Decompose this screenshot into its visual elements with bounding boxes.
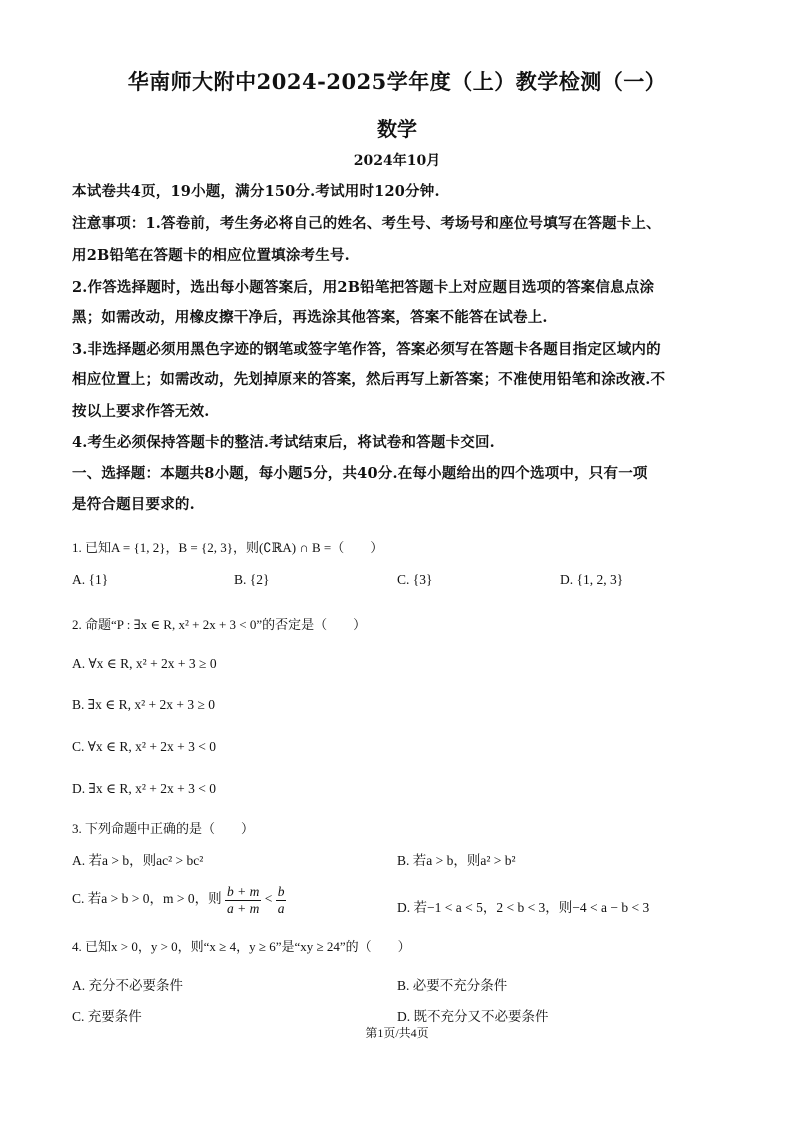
exam-date: 2024年10月 [353, 153, 441, 169]
q1-option-c: C. {3} [397, 572, 433, 587]
q4-option-c: C. 充要条件 [72, 1009, 142, 1024]
subject-heading: 数学 [377, 117, 417, 141]
q2-option-c: C. ∀x ∈ R, x² + 2x + 3 < 0 [72, 739, 217, 754]
note-line: 本试卷共4页，19小题，满分150分.考试用时120分钟. [72, 183, 440, 200]
page-footer: 第1页/共4页 [365, 1026, 429, 1040]
q4-option-a: A. 充分不必要条件 [72, 978, 183, 993]
section-heading: 一、选择题：本题共8小题，每小题5分，共40分.在每小题给出的四个选项中，只有一项 [72, 465, 648, 482]
q3-option-c-text: C. 若a > b > 0，m > 0，则 [72, 891, 222, 907]
exam-title: 华南师大附中2024-2025学年度（上）教学检测（一） [127, 69, 667, 94]
q3-option-b: B. 若a > b，则a² > b² [397, 853, 516, 868]
fraction-numerator: b [277, 884, 285, 899]
question-1-stem: 1. 已知A = {1, 2}，B = {2, 3}，则(∁ℝA) ∩ B =（ ） [72, 540, 384, 555]
q4-option-d: D. 既不充分又不必要条件 [397, 1009, 549, 1024]
section-heading: 是符合题目要求的. [72, 496, 195, 513]
q4-option-b: B. 必要不充分条件 [397, 978, 508, 993]
less-than-sign: < [264, 891, 273, 907]
q3-option-c [72, 884, 286, 916]
note-line: 黑；如需改动，用橡皮擦干净后，再选涂其他答案，答案不能答在试卷上. [72, 309, 548, 326]
q3-option-d: D. 若−1 < a < 5，2 < b < 3，则−4 < a − b < 3 [397, 900, 650, 915]
note-line: 2.作答选择题时，选出每小题答案后，用2B铅笔把答题卡上对应题目选项的答案信息点涂 [72, 279, 655, 296]
q2-option-d: D. ∃x ∈ R, x² + 2x + 3 < 0 [72, 781, 216, 796]
note-line: 注意事项：1.答卷前，考生务必将自己的姓名、考生号、考场号和座位号填写在答题卡上、 [72, 215, 661, 232]
q1-option-a: A. {1} [72, 572, 109, 587]
question-3-stem: 3. 下列命题中正确的是（ ） [72, 821, 255, 836]
question-4-stem: 4. 已知x > 0，y > 0，则“x ≥ 4，y ≥ 6”是“xy ≥ 24”的（ ） [72, 939, 411, 954]
note-line: 3.非选择题必须用黑色字迹的钢笔或签字笔作答，答案必须写在答题卡各题目指定区域内的 [72, 341, 661, 358]
fraction [276, 884, 287, 916]
fraction-denominator: a + m [226, 900, 260, 916]
q1-option-d: D. {1, 2, 3} [560, 572, 624, 587]
note-line: 按以上要求作答无效. [72, 403, 210, 420]
q1-option-b: B. {2} [234, 572, 270, 587]
fraction-numerator: b + m [226, 884, 260, 899]
q3-option-a: A. 若a > b，则ac² > bc² [72, 853, 204, 868]
question-2-stem: 2. 命题“P : ∃x ∈ R, x² + 2x + 3 < 0”的否定是（ ） [72, 617, 367, 632]
note-line: 4.考生必须保持答题卡的整洁.考试结束后，将试卷和答题卡交回. [72, 434, 495, 451]
fraction [225, 884, 261, 916]
fraction-denominator: a [277, 900, 285, 916]
q2-option-b: B. ∃x ∈ R, x² + 2x + 3 ≥ 0 [72, 697, 216, 712]
note-line: 相应位置上；如需改动，先划掉原来的答案，然后再写上新答案；不准使用铅笔和涂改液.不 [72, 371, 666, 388]
note-line: 用2B铅笔在答题卡的相应位置填涂考生号. [72, 247, 350, 264]
q2-option-a: A. ∀x ∈ R, x² + 2x + 3 ≥ 0 [72, 656, 217, 671]
